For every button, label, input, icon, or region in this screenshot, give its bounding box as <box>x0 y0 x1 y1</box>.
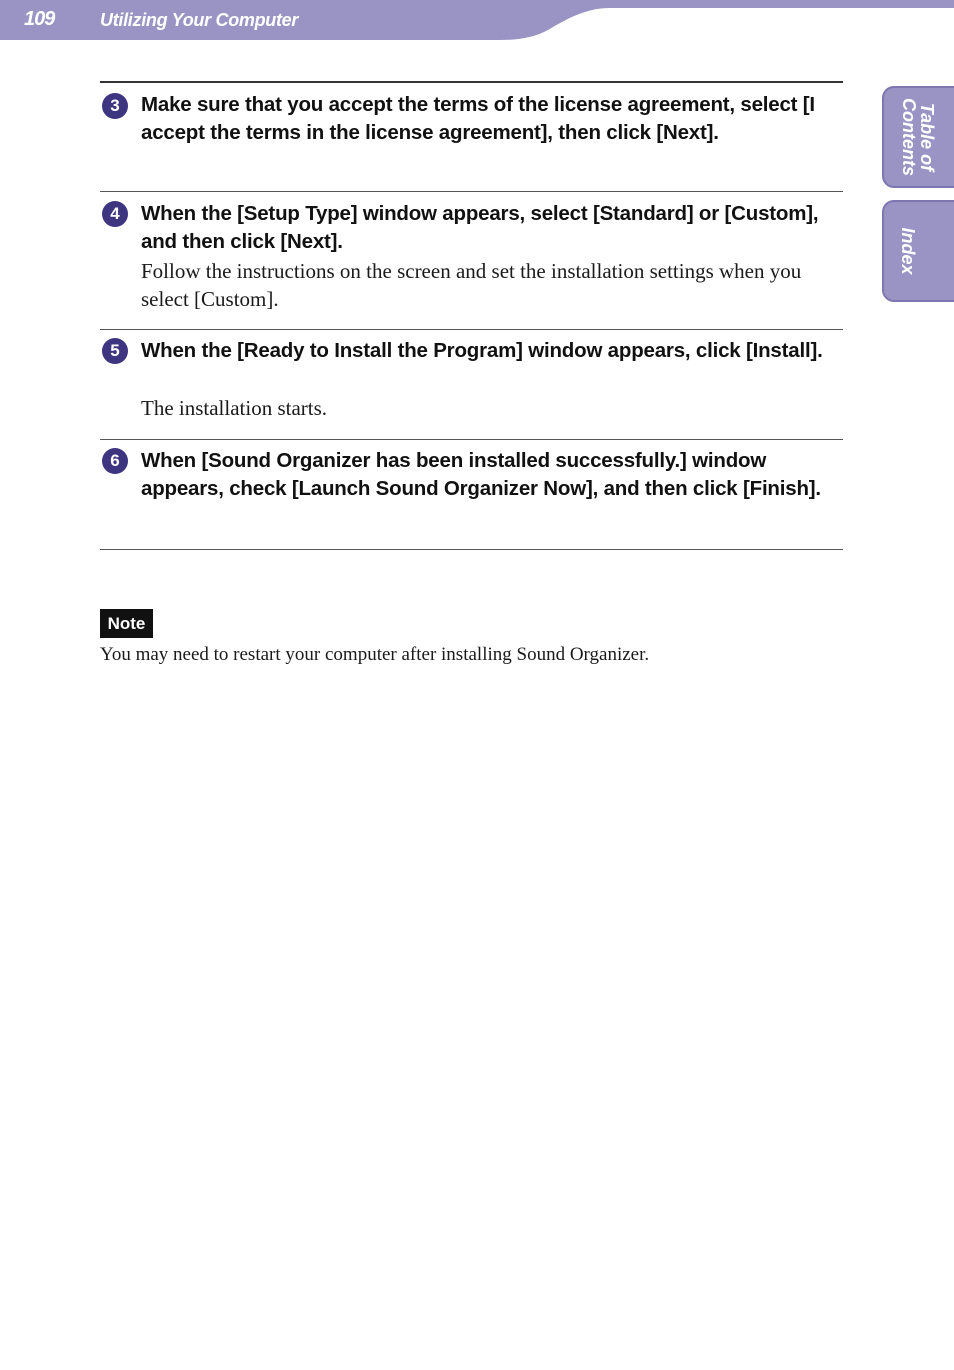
table-of-contents-tab[interactable] <box>882 86 954 188</box>
table-of-contents-tab-label: Table of Contents <box>899 98 937 176</box>
step-number-badge: 4 <box>102 201 128 227</box>
step-title: When [Sound Organizer has been installed successfully.] window appears, check [Launch Sound Organizer Now], and then click [Finish]. <box>141 449 821 500</box>
step-number-badge: 3 <box>102 93 128 119</box>
step-title: When the [Setup Type] window appears, select [Standard] or [Custom], and then click [Next]. <box>141 202 819 253</box>
section-divider <box>100 549 843 550</box>
step-title: Make sure that you accept the terms of the license agreement, select [I accept the terms in the license agreement], then click [Next]. <box>141 93 815 144</box>
page-number: 109 <box>24 8 55 30</box>
step-description: The installation starts. <box>141 396 328 420</box>
step-6 <box>100 439 843 549</box>
instruction-steps <box>100 81 843 549</box>
page-header <box>0 0 954 40</box>
step-5 <box>100 329 843 439</box>
step-title: When the [Ready to Install the Program] window appears, click [Install]. <box>141 339 823 362</box>
step-number-badge: 5 <box>102 338 128 364</box>
step-3 <box>100 81 843 191</box>
note-text: You may need to restart your computer after installing Sound Organizer. <box>100 644 650 665</box>
step-description: Follow the instructions on the screen and set the installation settings when you select [Custom]. <box>141 259 802 311</box>
note-label: Note <box>100 609 153 638</box>
index-tab-label: Index <box>898 227 918 275</box>
step-number-badge: 6 <box>102 448 128 474</box>
index-tab[interactable] <box>882 200 954 302</box>
section-title: Utilizing Your Computer <box>100 10 299 30</box>
step-4 <box>100 191 843 329</box>
